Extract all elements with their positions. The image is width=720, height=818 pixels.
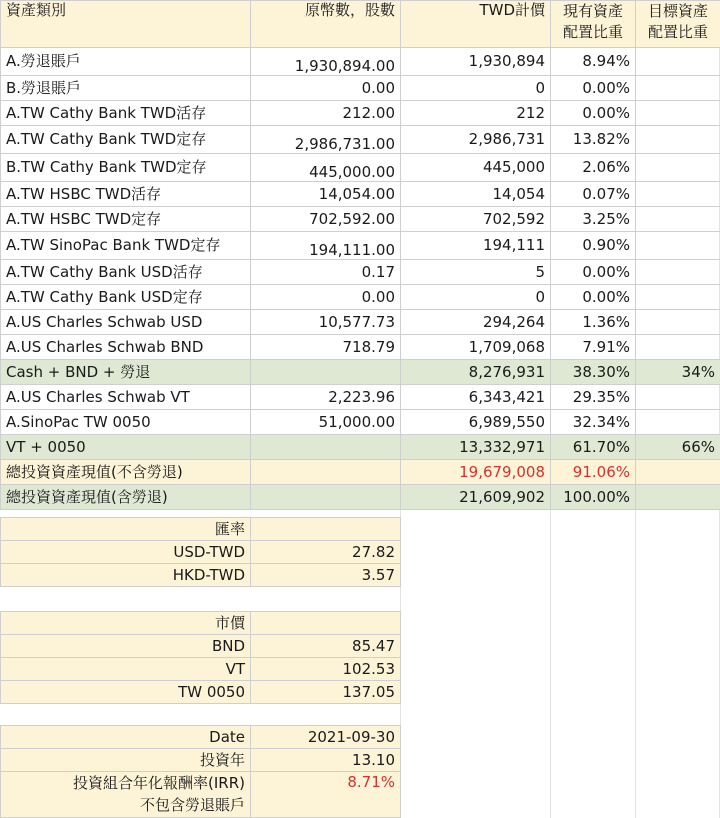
header-target-line2: 配置比重 — [647, 23, 708, 41]
table-row — [1, 385, 720, 410]
cell-twd[interactable]: 21,609,902 — [401, 485, 551, 510]
cell-twd[interactable]: 702,592 — [401, 207, 551, 232]
cell-pct[interactable]: 29.35% — [551, 385, 636, 410]
cell-twd[interactable]: 0 — [401, 285, 551, 310]
table-row — [1, 232, 720, 260]
cell-twd[interactable]: 1,930,894 — [401, 48, 551, 76]
table-row — [1, 101, 720, 126]
fx-value-hkd[interactable]: 3.57 — [251, 564, 401, 587]
cell-name[interactable]: A.TW HSBC TWD活存 — [1, 182, 251, 207]
cell-pct[interactable]: 100.00% — [551, 485, 636, 510]
header-category[interactable]: 資產類別 — [1, 1, 251, 48]
cell-orig[interactable]: 1,930,894.00 — [251, 48, 401, 76]
table-row — [1, 207, 720, 232]
cell-target[interactable] — [636, 285, 720, 310]
cell-orig[interactable]: 14,054.00 — [251, 182, 401, 207]
cell-twd[interactable]: 6,343,421 — [401, 385, 551, 410]
cell-orig[interactable]: 0.17 — [251, 260, 401, 285]
cell-target[interactable] — [636, 126, 720, 154]
cell-pct[interactable]: 0.90% — [551, 232, 636, 260]
cell-name[interactable]: A.TW SinoPac Bank TWD定存 — [1, 232, 251, 260]
cell-pct[interactable]: 1.36% — [551, 310, 636, 335]
price-label-vt[interactable]: VT — [1, 658, 251, 681]
cell-pct[interactable]: 0.00% — [551, 76, 636, 101]
table-row — [1, 182, 720, 207]
cell-orig[interactable]: 2,986,731.00 — [251, 126, 401, 154]
cell-target[interactable] — [636, 460, 720, 485]
cell-orig[interactable]: 51,000.00 — [251, 410, 401, 435]
irr-label[interactable] — [1, 772, 251, 818]
cell-orig[interactable]: 10,577.73 — [251, 310, 401, 335]
cell-target[interactable] — [636, 410, 720, 435]
cell-orig[interactable]: 0.00 — [251, 285, 401, 310]
cell-name[interactable]: B.勞退賬戶 — [1, 76, 251, 101]
cell-target[interactable] — [636, 335, 720, 360]
cell-twd[interactable]: 194,111 — [401, 232, 551, 260]
cell-pct[interactable]: 2.06% — [551, 154, 636, 182]
price-title-blank[interactable] — [251, 612, 401, 635]
cell-target[interactable] — [636, 182, 720, 207]
price-value-bnd[interactable]: 85.47 — [251, 635, 401, 658]
cell-pct[interactable]: 0.00% — [551, 285, 636, 310]
date-value[interactable]: 2021-09-30 — [251, 726, 401, 749]
cell-pct[interactable]: 0.00% — [551, 260, 636, 285]
cell-name[interactable]: A.TW Cathy Bank USD定存 — [1, 285, 251, 310]
table-row — [1, 285, 720, 310]
cell-name[interactable]: A.TW Cathy Bank USD活存 — [1, 260, 251, 285]
cell-pct[interactable]: 38.30% — [551, 360, 636, 385]
cell-twd[interactable]: 2,986,731 — [401, 126, 551, 154]
cell-orig[interactable]: 2,223.96 — [251, 385, 401, 410]
cell-twd[interactable]: 6,989,550 — [401, 410, 551, 435]
cell-target[interactable] — [636, 260, 720, 285]
table-row — [1, 126, 720, 154]
cell-twd[interactable]: 0 — [401, 76, 551, 101]
cell-target[interactable]: 34% — [636, 360, 720, 385]
cell-name[interactable]: Cash + BND + 勞退 — [1, 360, 251, 385]
table-row — [1, 335, 720, 360]
equity-subtotal-row — [1, 435, 720, 460]
price-table — [0, 611, 401, 704]
summary-table — [0, 725, 401, 818]
header-target-allocation[interactable] — [636, 1, 720, 48]
fx-table — [0, 517, 401, 587]
total-incl-pension-row — [1, 485, 720, 510]
header-row — [1, 1, 720, 48]
header-target-line1: 目標資產 — [647, 2, 708, 20]
cell-name[interactable]: 總投資資產現值(不含勞退) — [1, 460, 251, 485]
cell-name[interactable]: A.US Charles Schwab BND — [1, 335, 251, 360]
cash-subtotal-row — [1, 360, 720, 385]
price-value-vt[interactable]: 102.53 — [251, 658, 401, 681]
cell-target[interactable] — [636, 232, 720, 260]
cell-pct[interactable]: 91.06% — [551, 460, 636, 485]
cell-target[interactable] — [636, 48, 720, 76]
cell-orig[interactable]: 194,111.00 — [251, 232, 401, 260]
cell-orig[interactable]: 212.00 — [251, 101, 401, 126]
years-label[interactable]: 投資年 — [1, 749, 251, 772]
cell-pct[interactable]: 0.00% — [551, 101, 636, 126]
cell-name[interactable]: A.TW Cathy Bank TWD活存 — [1, 101, 251, 126]
cell-name[interactable]: A.SinoPac TW 0050 — [1, 410, 251, 435]
cell-pct[interactable]: 13.82% — [551, 126, 636, 154]
price-value-0050[interactable]: 137.05 — [251, 681, 401, 704]
cell-orig[interactable]: 0.00 — [251, 76, 401, 101]
fx-value-usd[interactable]: 27.82 — [251, 541, 401, 564]
cell-name[interactable]: B.TW Cathy Bank TWD定存 — [1, 154, 251, 182]
cell-twd[interactable]: 212 — [401, 101, 551, 126]
header-original[interactable]: 原幣數，股數 — [251, 1, 401, 48]
table-row — [1, 410, 720, 435]
table-row — [1, 310, 720, 335]
fx-label-hkd[interactable]: HKD-TWD — [1, 564, 251, 587]
cell-pct[interactable]: 7.91% — [551, 335, 636, 360]
table-row — [1, 260, 720, 285]
fx-label-usd[interactable]: USD-TWD — [1, 541, 251, 564]
cell-name[interactable]: A.TW Cathy Bank TWD定存 — [1, 126, 251, 154]
cell-pct[interactable]: 0.07% — [551, 182, 636, 207]
cell-orig[interactable] — [251, 435, 401, 460]
cell-twd[interactable]: 445,000 — [401, 154, 551, 182]
cell-target[interactable] — [636, 76, 720, 101]
irr-note-text: 不包含勞退賬戶 — [139, 796, 245, 814]
cell-target[interactable] — [636, 207, 720, 232]
irr-value[interactable]: 8.71% — [251, 772, 401, 818]
table-row — [1, 76, 720, 101]
cell-pct[interactable]: 8.94% — [551, 48, 636, 76]
cell-orig[interactable]: 445,000.00 — [251, 154, 401, 182]
cell-twd[interactable]: 1,709,068 — [401, 335, 551, 360]
fx-title[interactable]: 匯率 — [1, 518, 251, 541]
cell-target[interactable] — [636, 101, 720, 126]
price-label-0050[interactable]: TW 0050 — [1, 681, 251, 704]
cell-name[interactable]: A.US Charles Schwab VT — [1, 385, 251, 410]
cell-name[interactable]: 總投資資產現值(含勞退) — [1, 485, 251, 510]
cell-target[interactable] — [636, 385, 720, 410]
cell-name[interactable]: A.TW HSBC TWD定存 — [1, 207, 251, 232]
cell-orig[interactable] — [251, 485, 401, 510]
cell-twd[interactable]: 5 — [401, 260, 551, 285]
cell-twd[interactable]: 14,054 — [401, 182, 551, 207]
cell-orig[interactable] — [251, 360, 401, 385]
price-title[interactable]: 市價 — [1, 612, 251, 635]
cell-target[interactable]: 66% — [636, 435, 720, 460]
cell-pct[interactable]: 61.70% — [551, 435, 636, 460]
total-excl-pension-row — [1, 460, 720, 485]
cell-twd[interactable]: 8,276,931 — [401, 360, 551, 385]
cell-target[interactable] — [636, 310, 720, 335]
cell-pct[interactable]: 32.34% — [551, 410, 636, 435]
irr-label-text: 投資組合年化報酬率(IRR) — [73, 774, 245, 792]
cell-twd[interactable]: 19,679,008 — [401, 460, 551, 485]
cell-twd[interactable]: 294,264 — [401, 310, 551, 335]
years-value[interactable]: 13.10 — [251, 749, 401, 772]
price-label-bnd[interactable]: BND — [1, 635, 251, 658]
cell-orig[interactable] — [251, 460, 401, 485]
cell-target[interactable] — [636, 154, 720, 182]
header-current-line2: 配置比重 — [562, 23, 623, 41]
header-current-allocation[interactable] — [551, 1, 636, 48]
cell-orig[interactable]: 702,592.00 — [251, 207, 401, 232]
table-row — [1, 48, 720, 76]
table-row — [1, 154, 720, 182]
cell-orig[interactable]: 718.79 — [251, 335, 401, 360]
cell-twd[interactable]: 13,332,971 — [401, 435, 551, 460]
cell-pct[interactable]: 3.25% — [551, 207, 636, 232]
date-label[interactable]: Date — [1, 726, 251, 749]
cell-name[interactable]: A.US Charles Schwab USD — [1, 310, 251, 335]
fx-title-blank[interactable] — [251, 518, 401, 541]
cell-name[interactable]: VT + 0050 — [1, 435, 251, 460]
cell-target[interactable] — [636, 485, 720, 510]
header-twd[interactable]: TWD計價 — [401, 1, 551, 48]
header-current-line1: 現有資產 — [562, 2, 623, 20]
cell-name[interactable]: A.勞退賬戶 — [1, 48, 251, 76]
